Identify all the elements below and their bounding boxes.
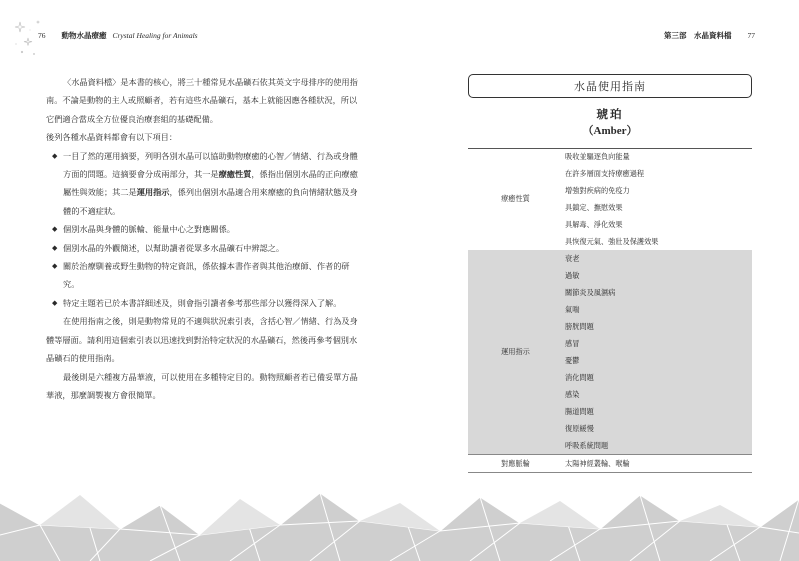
- table-row: 衰老: [565, 254, 580, 263]
- list-item-text: 一目了然的運用摘要，列明各別水晶可以協助動物療癒的心智／情緒、行為或身體方面的問題。這摘要會分成兩部分，其一是: [63, 150, 358, 180]
- intro-paragraph: 〈水晶資料檔〉是本書的核心，將三十種常見水晶礦石依其英文字母排序的使用指南。不論是動物的主人或照顧者，若有這些水晶礦石，基本上就能因應各種狀況，所以它們適合當成全方位優良治療套組的基礎配備。: [46, 77, 358, 124]
- table-row: 感染: [565, 390, 580, 399]
- book-title-english: Crystal Healing for Animals: [112, 31, 198, 40]
- table-row: 在許多層面支持療癒過程: [565, 169, 645, 178]
- table-row: 感冒: [565, 339, 580, 348]
- right-page-header: [664, 30, 755, 41]
- section-label: 對應脈輪: [501, 458, 530, 468]
- table-row: 憂鬱: [565, 356, 580, 365]
- list-item: [46, 220, 362, 238]
- table-row: 關節炎及風濕病: [565, 288, 616, 297]
- table-row: 吸收並驅逐負向能量: [565, 152, 630, 161]
- indications-section: [468, 250, 752, 454]
- section-items: [563, 455, 752, 472]
- right-page-number: 77: [747, 31, 755, 40]
- crystal-usage-table: [468, 148, 752, 473]
- chakra-section: [468, 454, 752, 473]
- guide-title: 水晶使用指南: [574, 80, 646, 93]
- table-row: 復原緩慢: [565, 424, 594, 433]
- list-item-text: ，係指出個別水晶的正向療癒屬性與效能；其二是: [63, 169, 358, 198]
- table-row: 氣喘: [565, 305, 580, 314]
- table-row: 消化問題: [565, 373, 594, 382]
- crystal-name-english: （Amber）: [582, 125, 638, 137]
- chapter-title: 第三部 水晶資料檔: [664, 31, 732, 40]
- diamond-bullet-icon: ◆: [52, 262, 58, 271]
- diamond-bullet-icon: ◆: [52, 298, 58, 307]
- essence-paragraph: 最後則是六種複方晶華液，可以使用在多種特定目的。動物照顧者若已備妥單方晶華液，那麼調製複方會很簡單。: [46, 371, 358, 400]
- index-paragraph: 在使用指南之後，則是動物常見的不適與狀況索引表，含括心智／情緒、行為及身體等層面。請利用這個索引表以迅速找到對治特定狀況的水晶礦石，然後再參考個別水晶礦石的使用指南。: [46, 316, 358, 364]
- left-page-body: [46, 73, 362, 404]
- bold-term: 運用指示: [136, 187, 170, 198]
- table-row: 具解毒、淨化效果: [565, 220, 623, 229]
- list-item-text: 個別水晶的外觀簡述，以幫助讀者從眾多水晶礦石中辨認之。: [63, 242, 285, 253]
- list-item: [46, 147, 362, 221]
- list-item-text: 特定主題若已於本書詳細述及，則會指引讀者參考那些部分以獲得深入了解。: [63, 297, 342, 308]
- diamond-bullet-icon: ◆: [52, 243, 58, 252]
- guide-title-box: [468, 74, 752, 98]
- section-items: [563, 250, 752, 454]
- book-title: 動物水晶療癒: [61, 31, 107, 40]
- diamond-bullet-icon: ◆: [52, 151, 58, 160]
- diamond-bullet-icon: ◆: [52, 225, 58, 234]
- table-row: 具鎮定、撫慰效果: [565, 203, 623, 212]
- table-row: 過敏: [565, 271, 580, 280]
- section-label: 運用指示: [501, 347, 530, 356]
- geometric-footer-decoration: [0, 485, 799, 561]
- star-sparkle-icon: [12, 16, 52, 66]
- list-item: [46, 257, 362, 294]
- crystal-name: 琥珀: [596, 107, 624, 121]
- table-row: 增強對疾病的免疫力: [565, 186, 630, 195]
- bold-term: 療癒性質: [218, 169, 252, 180]
- list-item-text: ，係列出個別水晶適合用來療癒的負向情緒狀態及身體的不適症狀。: [63, 187, 358, 216]
- list-item: [46, 294, 362, 312]
- list-item-text: 個別水晶與身體的脈輪、能量中心之對應關係。: [63, 224, 235, 235]
- table-row: 呼吸系統問題: [565, 441, 609, 450]
- section-items: [563, 148, 752, 250]
- left-page-header: [38, 30, 198, 41]
- table-row: 腸道問題: [565, 407, 594, 416]
- table-row: 具恢復元氣、強壯及保護效果: [565, 237, 659, 246]
- list-item-text: 關於治療馴養或野生動物的特定資訊，係依據本書作者與其他治療師、作者的研究。: [63, 261, 350, 290]
- table-top-rule: [468, 148, 752, 149]
- left-page-number: 76: [38, 31, 46, 40]
- items-intro: 後列各種水晶資料都會有以下項目：: [46, 132, 178, 143]
- items-list: [46, 147, 362, 313]
- section-label: 療癒性質: [501, 194, 530, 203]
- list-item: [46, 239, 362, 257]
- table-row: 太陽神經叢輪、喉輪: [565, 459, 630, 468]
- healing-properties-section: [468, 148, 752, 250]
- table-row: 膀胱問題: [565, 322, 594, 331]
